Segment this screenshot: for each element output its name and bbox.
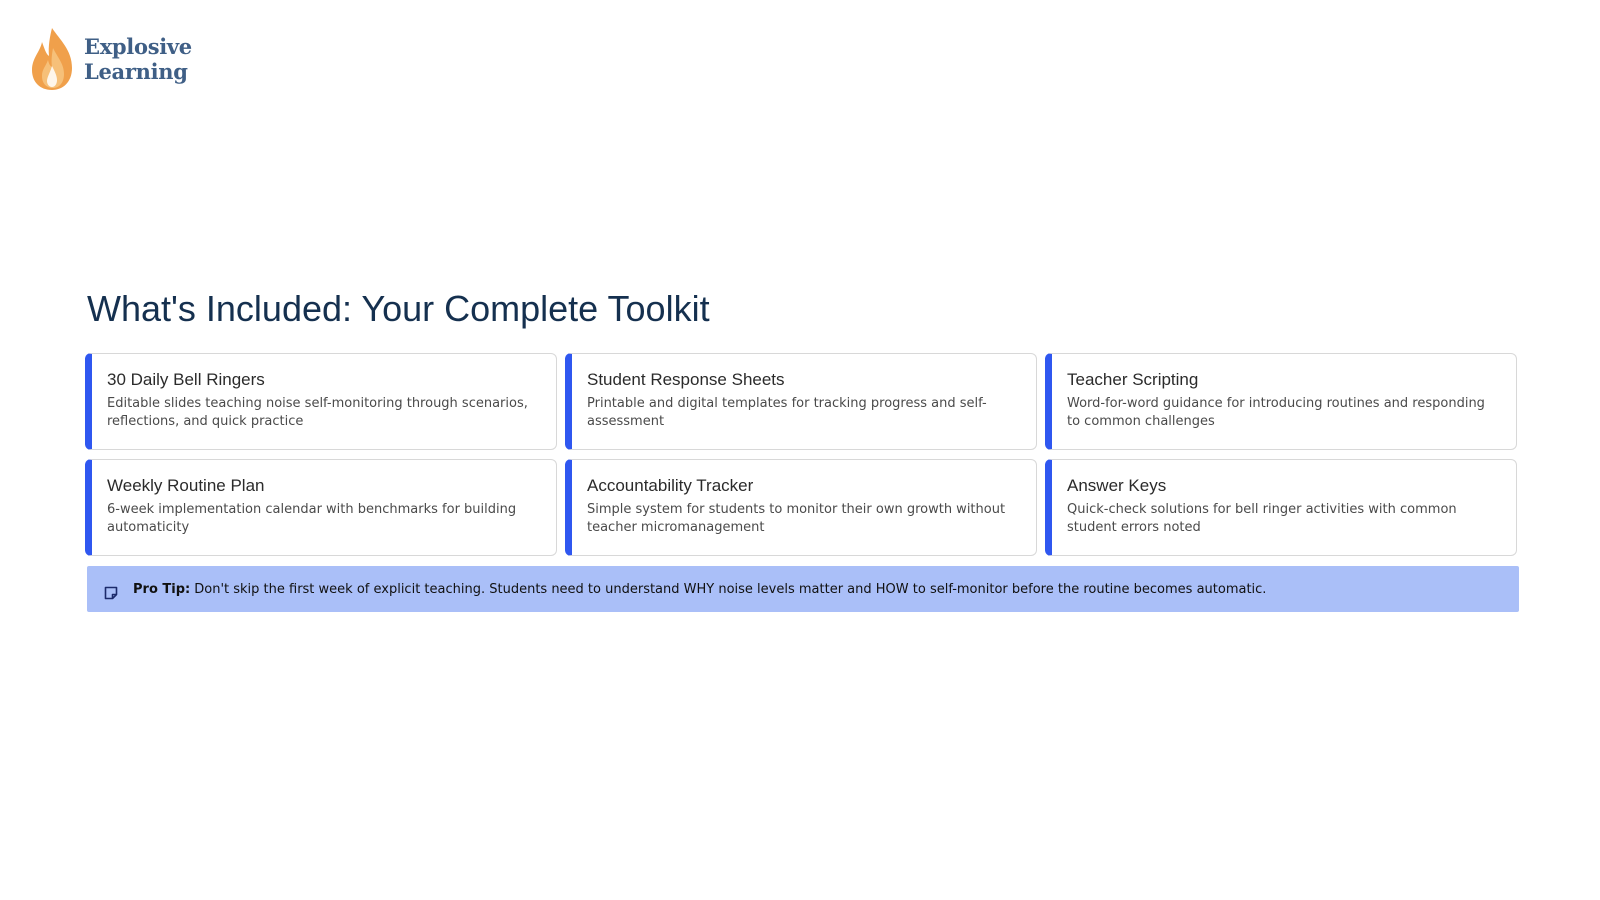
page-title: What's Included: Your Complete Toolkit	[87, 288, 710, 329]
pro-tip-banner	[87, 566, 1519, 612]
sticky-note-icon	[103, 585, 119, 601]
toolkit-card-response-sheets	[565, 353, 1037, 450]
flame-icon	[30, 26, 74, 92]
card-description: Editable slides teaching noise self-monitoring through scenarios, reflections, and quick practice	[107, 396, 528, 429]
card-description: Word-for-word guidance for introducing routines and responding to common challenges	[1067, 396, 1485, 429]
card-title: Teacher Scripting	[1067, 370, 1199, 389]
toolkit-card-accountability-tracker	[565, 459, 1037, 556]
card-title: Answer Keys	[1067, 476, 1167, 495]
card-title: Student Response Sheets	[587, 370, 785, 389]
card-title: Accountability Tracker	[587, 476, 754, 495]
pro-tip-label: Pro Tip:	[133, 581, 191, 597]
brand-logo	[30, 26, 192, 92]
brand-line-2: Learning	[84, 59, 188, 84]
toolkit-card-answer-keys	[1045, 459, 1517, 556]
card-description: 6-week implementation calendar with benchmarks for building automaticity	[107, 502, 517, 535]
brand-line-1: Explosive	[84, 34, 192, 59]
card-description: Quick-check solutions for bell ringer activities with common student errors noted	[1067, 502, 1457, 535]
card-description: Printable and digital templates for tracking progress and self-assessment	[587, 396, 987, 429]
card-title: Weekly Routine Plan	[107, 476, 265, 495]
toolkit-grid	[85, 353, 1517, 556]
card-description: Simple system for students to monitor their own growth without teacher micromanagement	[587, 502, 1006, 535]
brand-name	[84, 34, 192, 84]
toolkit-card-routine-plan	[85, 459, 557, 556]
toolkit-card-bell-ringers	[85, 353, 557, 450]
pro-tip-text: Don't skip the first week of explicit teaching. Students need to understand WHY noise levels matter and HOW to self-monitor before the routine becomes automatic.	[194, 581, 1267, 597]
toolkit-card-teacher-scripting	[1045, 353, 1517, 450]
card-title: 30 Daily Bell Ringers	[107, 370, 265, 389]
